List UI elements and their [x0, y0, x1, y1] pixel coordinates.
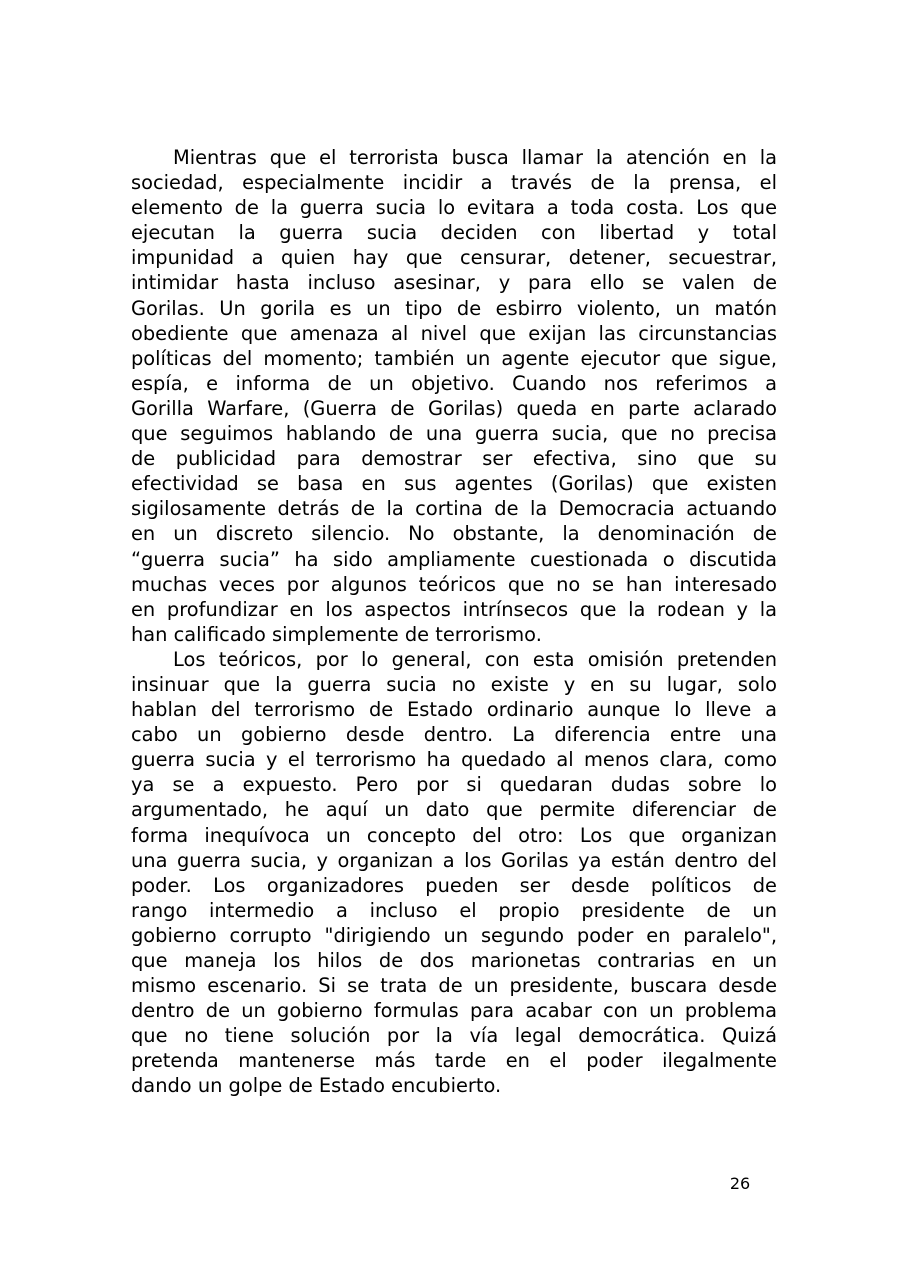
text-line: Mientras que el terrorista busca llamar la atención en la	[173, 146, 777, 169]
text-line: que seguimos hablando de una guerra sucia, que no precisa	[131, 422, 777, 446]
text-line: Gorilla Warfare, (Guerra de Gorilas) queda en parte aclarado	[131, 396, 777, 420]
text-line: Los teóricos, por lo general, con esta omisión pretenden	[173, 647, 777, 671]
text-line: mismo escenario. Si se trata de un presidente, buscara desde	[131, 974, 777, 998]
text-line: impunidad a quien hay que censurar, detener, secuestrar,	[131, 246, 777, 270]
text-line: una guerra sucia, y organizan a los Gorilas ya están dentro del	[131, 848, 777, 872]
text-line: obediente que amenaza al nivel que exijan las circunstancias	[131, 321, 777, 345]
text-line: ya se a expuesto. Pero por si quedaran dudas sobre lo	[131, 773, 777, 797]
paragraph	[131, 647, 777, 1099]
paragraph	[131, 145, 777, 647]
text-line: espía, e informa de un objetivo. Cuando nos referimos a	[131, 371, 777, 395]
text-line: han calificado simplemente de terrorismo.	[131, 622, 542, 646]
text-line: efectividad se basa en sus agentes (Gorilas) que existen	[131, 472, 777, 496]
text-line: políticas del momento; también un agente ejecutor que sigue,	[131, 346, 777, 370]
text-line: dando un golpe de Estado encubierto.	[131, 1074, 502, 1098]
text-line: elemento de la guerra sucia lo evitara a toda costa. Los que	[131, 196, 777, 220]
text-line: cabo un gobierno desde dentro. La diferencia entre una	[131, 723, 777, 747]
text-line: en un discreto silencio. No obstante, la denominación de	[131, 522, 777, 546]
text-line: Gorilas. Un gorila es un tipo de esbirro violento, un matón	[131, 296, 777, 320]
text-line: que no tiene solución por la vía legal democrática. Quizá	[131, 1024, 777, 1048]
text-line: en profundizar en los aspectos intrínsecos que la rodean y la	[131, 597, 777, 621]
text-line: hablan del terrorismo de Estado ordinario aunque lo lleve a	[131, 698, 777, 722]
text-line: que maneja los hilos de dos marionetas contrarias en un	[131, 949, 777, 972]
text-line: sigilosamente detrás de la cortina de la Democracia actuando	[131, 497, 777, 521]
text-line: pretenda mantenerse más tarde en el poder ilegalmente	[131, 1049, 777, 1073]
text-line: intimidar hasta incluso asesinar, y para ello se valen de	[131, 271, 777, 295]
text-line: forma inequívoca un concepto del otro: Los que organizan	[131, 823, 777, 847]
text-line: rango intermedio a incluso el propio presidente de un	[131, 898, 777, 922]
body-text	[131, 145, 777, 1099]
text-line: gobierno corrupto "dirigiendo un segundo poder en paralelo",	[131, 923, 777, 947]
text-line: “guerra sucia” ha sido ampliamente cuestionada o discutida	[131, 547, 777, 571]
text-line: argumentado, he aquí un dato que permite diferenciar de	[131, 798, 777, 822]
text-line: sociedad, especialmente incidir a través de la prensa, el	[131, 171, 777, 195]
text-line: de publicidad para demostrar ser efectiva, sino que su	[131, 447, 777, 471]
text-line: dentro de un gobierno formulas para acabar con un problema	[131, 999, 777, 1023]
text-line: insinuar que la guerra sucia no existe y en su lugar, solo	[131, 672, 777, 696]
text-line: poder. Los organizadores pueden ser desde políticos de	[131, 873, 777, 897]
text-line: ejecutan la guerra sucia deciden con libertad y total	[131, 221, 777, 245]
text-line: muchas veces por algunos teóricos que no se han interesado	[131, 572, 777, 596]
text-line: guerra sucia y el terrorismo ha quedado al menos clara, como	[131, 748, 777, 772]
page-number: 26	[729, 1174, 751, 1193]
